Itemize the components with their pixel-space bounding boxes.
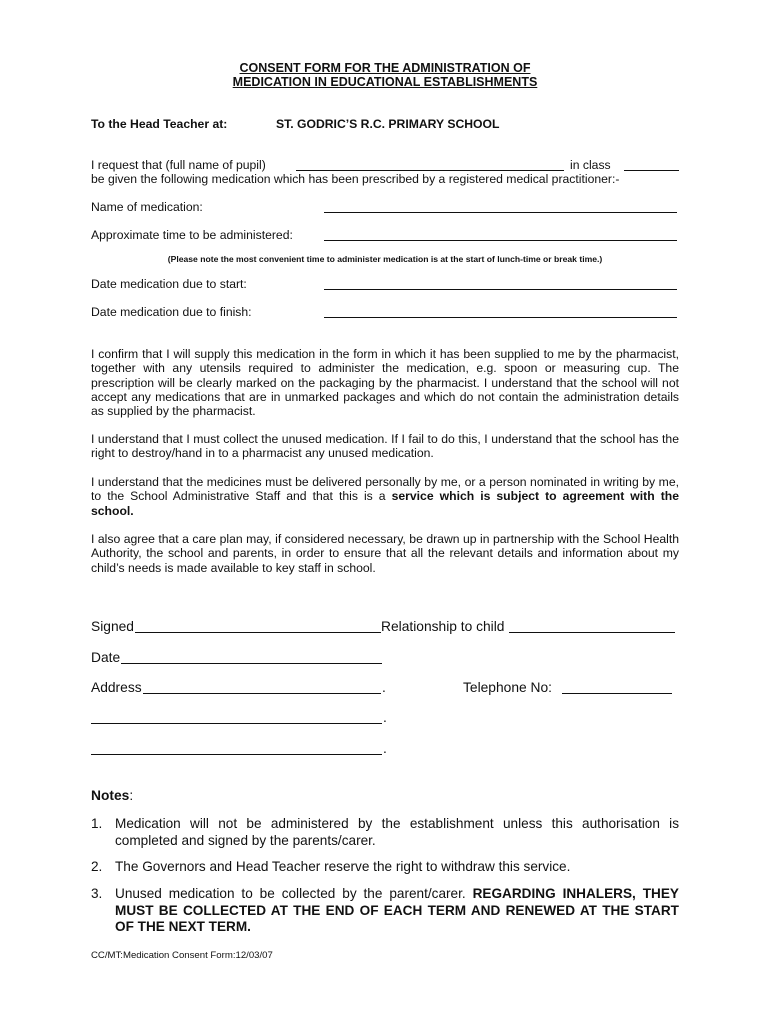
request-prefix: I request that (full name of pupil): [91, 158, 266, 172]
start-date-field[interactable]: [324, 289, 677, 290]
form-title-line-1: CONSENT FORM FOR THE ADMINISTRATION OF: [239, 61, 531, 75]
address-field-line-3[interactable]: [91, 754, 382, 755]
school-name: ST. GODRIC’S R.C. PRIMARY SCHOOL: [276, 117, 500, 131]
time-note: (Please note the most convenient time to administer medication is at the start of lunch-time or break time.): [167, 254, 603, 264]
class-field[interactable]: [624, 170, 679, 171]
paragraph-supply-confirmation: I confirm that I will supply this medication in the form in which it has been supplied to me by the pharmacist, together with any utensils required to administer the medication, e.g. spoon or measuring cup. The prescription will be clearly marked on the packaging by the pharmacist. I understand that the school will not accept any medications that are in unmarked packages and which do not contain the administration details as supplied by the pharmacist.: [91, 347, 679, 419]
form-footer-reference: CC/MT:Medication Consent Form:12/03/07: [91, 950, 273, 961]
signed-label: Signed: [91, 619, 134, 634]
paragraph-care-plan: I also agree that a care plan may, if considered necessary, be drawn up in partnership with the School Health Authority, the school and parents, in order to ensure that all the relevant details and information about my child’s needs is made available to key staff in school.: [91, 532, 679, 575]
relationship-label: Relationship to child: [381, 619, 505, 634]
in-class-label: in class: [570, 158, 611, 172]
paragraph-delivery: [91, 475, 679, 518]
relationship-field[interactable]: [509, 632, 675, 633]
date-field[interactable]: [121, 663, 382, 664]
paragraph-delivery-bold: service which is subject to agreement with the school.: [91, 489, 679, 518]
telephone-field[interactable]: [562, 693, 672, 694]
address-line-2-dot: .: [383, 710, 387, 725]
approx-time-field[interactable]: [324, 240, 677, 241]
pupil-name-field[interactable]: [296, 170, 564, 171]
note-3-text-bold: REGARDING INHALERS, THEY MUST BE COLLECTED AT THE END OF EACH TERM AND RENEWED AT THE START OF THE NEXT TERM.: [115, 886, 679, 934]
signed-field[interactable]: [135, 632, 381, 633]
request-line-2: be given the following medication which has been prescribed by a registered medical practitioner:-: [91, 172, 620, 186]
address-dot: .: [382, 680, 386, 695]
address-line-3-dot: .: [383, 741, 387, 756]
medication-name-label: Name of medication:: [91, 200, 203, 214]
address-field-line-1[interactable]: [143, 693, 381, 694]
start-date-label: Date medication due to start:: [91, 277, 247, 291]
approx-time-label: Approximate time to be administered:: [91, 228, 293, 242]
paragraph-delivery-text: I understand that the medicines must be delivered personally by me, or a person nominated in writing by me, to the School Administrative Staff and that this is a: [91, 475, 679, 504]
address-label: Address: [91, 680, 142, 695]
to-head-teacher-label: To the Head Teacher at:: [91, 117, 228, 131]
note-3-text-normal: Unused medication to be collected by the parent/carer.: [115, 886, 473, 901]
finish-date-field[interactable]: [324, 317, 677, 318]
form-title-line-2: MEDICATION IN EDUCATIONAL ESTABLISHMENTS: [232, 75, 538, 89]
notes-heading-colon: :: [129, 788, 134, 803]
note-3-text: [115, 886, 679, 936]
finish-date-label: Date medication due to finish:: [91, 305, 252, 319]
note-2-text: The Governors and Head Teacher reserve the right to withdraw this service.: [115, 859, 571, 874]
paragraph-unused-medication: I understand that I must collect the unused medication. If I fail to do this, I understand that the school has the right to destroy/hand in to a pharmacist any unused medication.: [91, 432, 679, 461]
note-1-number: 1.: [91, 816, 103, 831]
note-1-text: Medication will not be administered by the establishment unless this authorisation is completed and signed by the parents/carer.: [115, 816, 679, 848]
note-2-number: 2.: [91, 859, 103, 874]
telephone-label: Telephone No:: [463, 680, 552, 695]
date-label: Date: [91, 650, 121, 665]
note-3-number: 3.: [91, 886, 103, 901]
address-field-line-2[interactable]: [91, 723, 382, 724]
notes-heading-text: Notes: [91, 788, 130, 803]
notes-heading: [91, 788, 133, 803]
medication-name-field[interactable]: [324, 212, 677, 213]
